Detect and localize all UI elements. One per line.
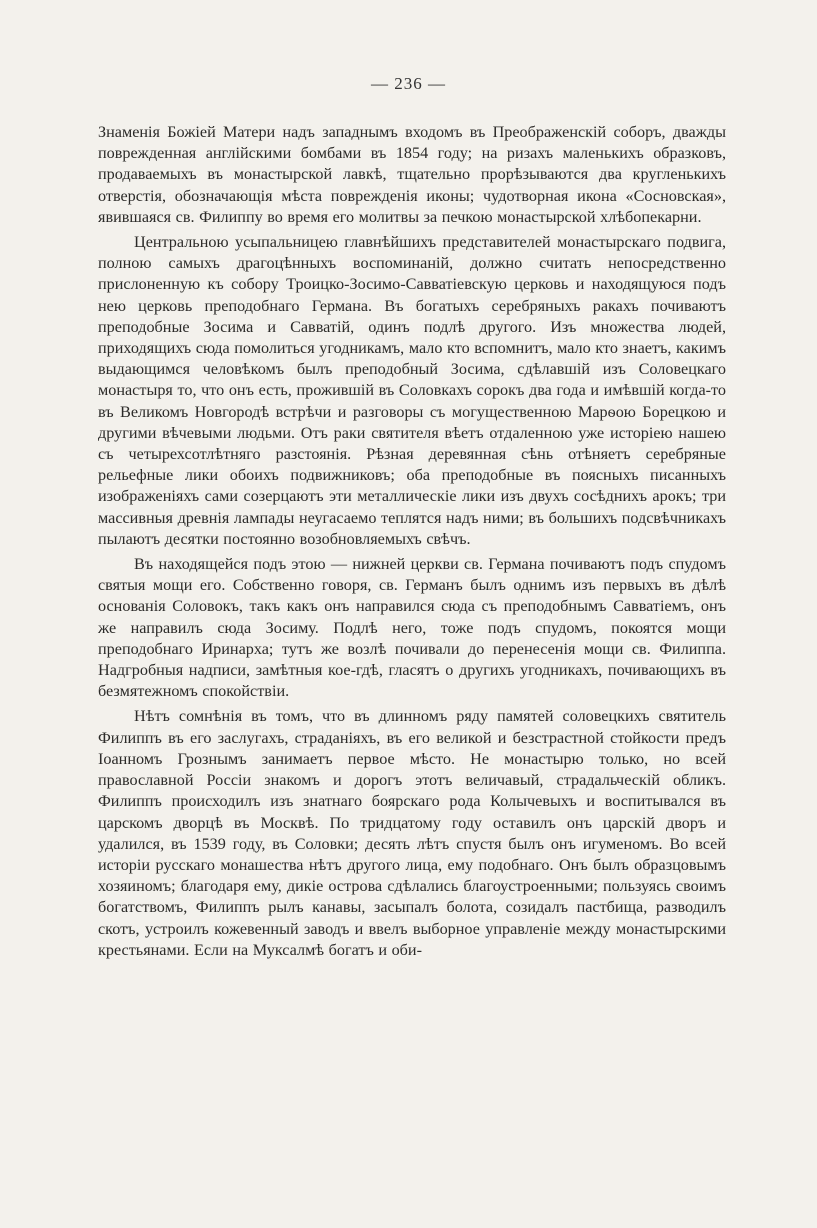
page-number: — 236 — bbox=[371, 74, 446, 93]
body-text bbox=[98, 122, 726, 961]
paragraph-lower-church-german: Въ находящейся подъ этою — нижней церкви св. Германа почиваютъ подъ спудомъ святыя мощи его. Собственно говоря, св. Германъ былъ однимъ изъ первыхъ въ дѣлѣ основанія Соловокъ, такъ какъ онъ направился сюда съ преподобнымъ Савватіемъ, онъ же направилъ сюда Зосиму. Подлѣ него, тоже подъ спудомъ, покоятся мощи преподобнаго Иринарха; тутъ же возлѣ почивали до перенесенія мощи св. Филиппа. Надгробныя надписи, замѣтныя кое-гдѣ, гласятъ о другихъ угодникахъ, почивающихъ въ безмятежномъ спокойствіи. bbox=[98, 555, 726, 701]
paragraph-central-burial-church: Центральною усыпальницею главнѣйшихъ представителей монастырскаго подвига, полною самыхъ драгоцѣнныхъ воспоминаній, должно считать непосредственно прислоненную къ собору Троицко-Зосимо-Савватіевскую церковь и находящуюся подъ нею церковь преподобнаго Германа. Въ богатыхъ серебряныхъ ракахъ почиваютъ преподобные Зосима и Савватій, одинъ подлѣ другого. Изъ множества людей, приходящихъ сюда помолиться угодникамъ, мало кто вспомнитъ, мало кто знаетъ, какимъ выдающимся человѣкомъ былъ преподобный Зосима, сдѣлавшій изъ Соловецкаго монастыря то, что онъ есть, прожившій въ Соловкахъ сорокъ два года и имѣвшій когда-то въ Великомъ Новгородѣ встрѣчи и разговоры съ могущественною Марѳою Борецкою и другими вѣчевыми людьми. Отъ раки святителя вѣетъ отдаленною уже исторіею нашею съ четырехсотлѣтняго разстоянія. Рѣзная деревянная сѣнь отѣняетъ серебряные рельефные лики обоихъ подвижниковъ; оба преподобные въ поясныхъ писанныхъ изображеніяхъ сами созерцаютъ эти металлическіе лики изъ двухъ сосѣднихъ арокъ; три массивныя древнія лампады неугасаемо теплятся надъ ними; въ большихъ подсвѣчникахъ пылаютъ десятки постоянно возобновляемыхъ свѣчъ. bbox=[98, 233, 726, 548]
paragraph-saint-philipp: Нѣтъ сомнѣнія въ томъ, что въ длинномъ ряду памятей соловецкихъ святитель Филиппъ въ его заслугахъ, страданіяхъ, въ его великой и безстрастной стойкости предъ Іоанномъ Грознымъ занимаетъ первое мѣсто. Не монастырю только, но всей православной Россіи знакомъ и дорогъ этотъ величавый, страдальческій обликъ. Филиппъ происходилъ изъ знатнаго боярскаго рода Колычевыхъ и воспитывался въ царскомъ дворцѣ въ Москвѣ. По тридцатому году оставилъ онъ царскій дворъ и удалился, въ 1539 году, въ Соловки; десять лѣтъ спустя былъ онъ игуменомъ. Во всей исторіи русскаго монашества нѣтъ другого лица, ему подобнаго. Онъ былъ образцовымъ хозяиномъ; благодаря ему, дикіе острова сдѣлались благоустроенными; пользуясь своимъ богатствомъ, Филиппъ рылъ канавы, засыпалъ болота, созидалъ пастбища, разводилъ скотъ, устроилъ кожевенный заводъ и ввелъ выборное управленіе между монастырскими крестьянами. Если на Муксалмѣ богатъ и оби- bbox=[98, 707, 726, 959]
paragraph-icon-descriptions: Знаменія Божіей Матери надъ западнымъ входомъ въ Преображенскій соборъ, дважды поврежденная англійскими бомбами въ 1854 году; на ризахъ маленькихъ образковъ, продаваемыхъ въ монастырской лавкѣ, тщательно прорѣзываются два кругленькихъ отверстія, обозначающія мѣста поврежденія иконы; чудотворная икона «Сосновская», явившаяся св. Филиппу во время его молитвы за печкою монастырской хлѣбопекарни. bbox=[98, 123, 726, 226]
